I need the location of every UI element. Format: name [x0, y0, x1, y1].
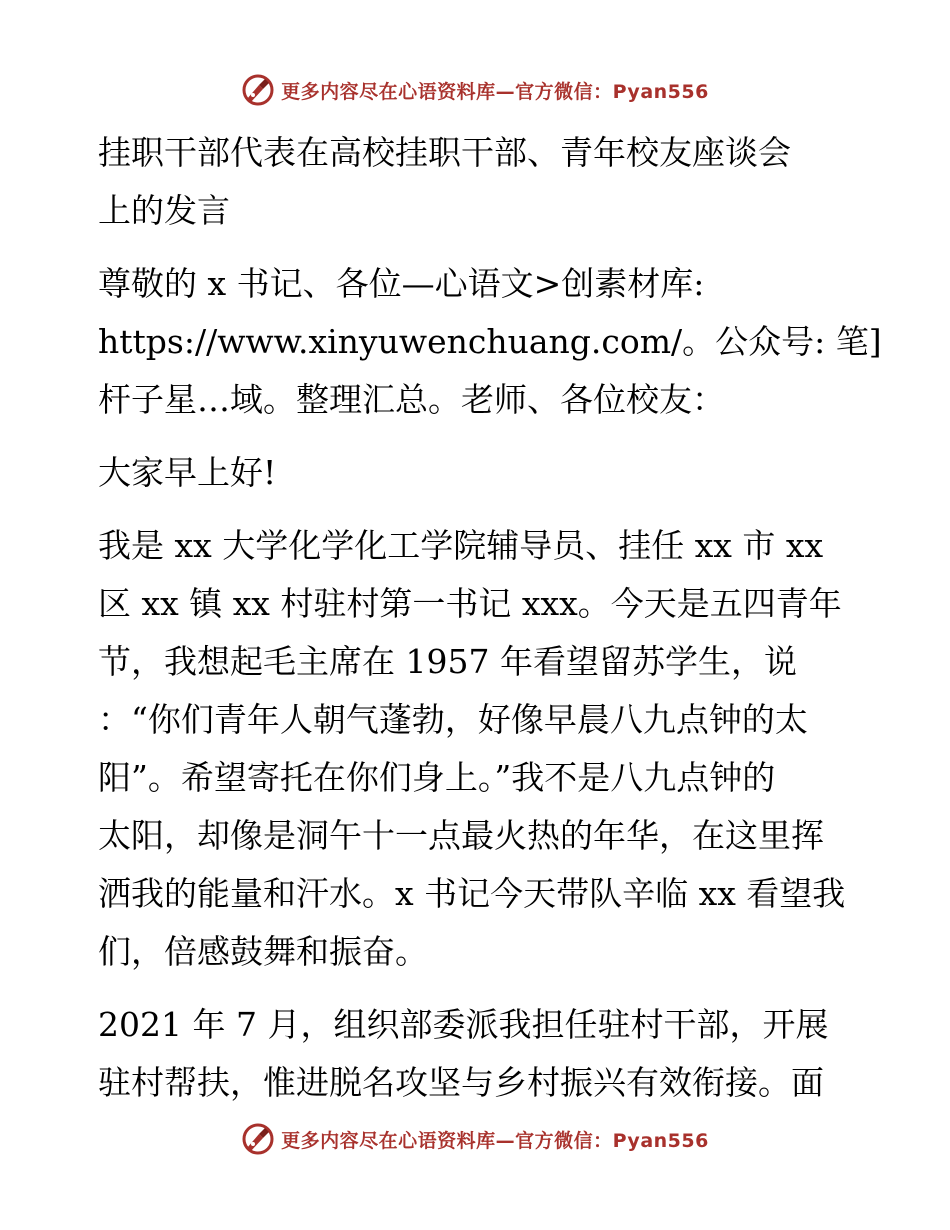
text-line: 区 xx 镇 xx 村驻村第一书记 xxx。今天是五四青年	[98, 584, 842, 623]
pen-logo-icon	[241, 1122, 275, 1156]
pen-logo-icon	[241, 73, 275, 107]
text-line: 挂职干部代表在高校挂职干部、青年校友座谈会	[98, 133, 791, 172]
assignment-paragraph	[98, 996, 858, 1112]
document-body	[98, 124, 882, 1127]
footer-banner	[0, 1119, 950, 1159]
intro-paragraph	[98, 517, 858, 981]
text-line: 太阳，却像是洞午十一点最火热的年华，在这里挥	[98, 816, 824, 855]
text-line: https://www.xinyuwenchuang.com/。公众号: 笔]	[98, 322, 882, 361]
text-line: 们，倍感鼓舞和振奋。	[98, 932, 428, 971]
header-banner-text: 更多内容尽在心语资料库—官方微信：Pyan556	[281, 80, 709, 103]
salutation-paragraph	[98, 255, 882, 429]
text-line: ：“你们青年人朝气蓬勃，好像早晨八九点钟的太	[98, 700, 808, 739]
text-line: 2021 年 7 月，组织部委派我担任驻村干部，开展	[98, 1005, 829, 1044]
text-line: 节，我想起毛主席在 1957 年看望留苏学生，说	[98, 642, 797, 681]
text-line: 尊敬的 x 书记、各位—心语文>创素材库:	[98, 264, 705, 303]
text-line: 驻村帮扶，惟进脱名攻坚与乡村振兴有效衔接。面	[98, 1063, 824, 1102]
text-line: 阳”。希望寄托在你们身上。”我不是八九点钟的	[98, 758, 776, 797]
text-line: 大家早上好!	[98, 453, 277, 492]
text-line: 洒我的能量和汗水。x 书记今天带队辛临 xx 看望我	[98, 874, 846, 913]
greeting-paragraph	[98, 444, 858, 502]
text-line: 杆子星…域。整理汇总。老师、各位校友：	[98, 380, 725, 419]
header-banner	[0, 70, 950, 110]
text-line: 上的发言	[98, 191, 230, 230]
document-title	[98, 124, 858, 240]
footer-banner-text: 更多内容尽在心语资料库—官方微信：Pyan556	[281, 1129, 709, 1152]
text-line: 我是 xx 大学化学化工学院辅导员、挂任 xx 市 xx	[98, 526, 824, 565]
